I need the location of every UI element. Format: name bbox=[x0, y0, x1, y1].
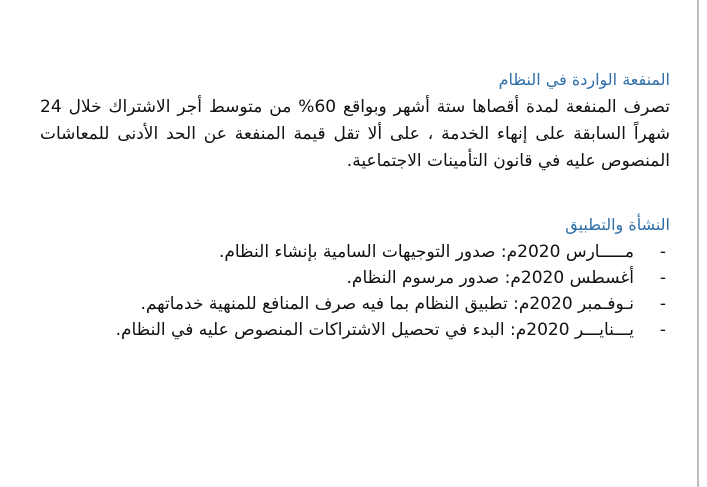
list-bullet: - bbox=[659, 294, 666, 314]
timeline-item-november bbox=[40, 291, 670, 317]
list-bullet: - bbox=[659, 268, 666, 288]
document-content bbox=[40, 68, 670, 343]
timeline-date: مـــــارس 2020م: bbox=[500, 242, 634, 262]
list-bullet: - bbox=[659, 242, 666, 262]
timeline-date: أغسطس 2020م: bbox=[504, 268, 634, 288]
timeline-text: البدء في تحصيل الاشتراكات المنصوص عليه في النظام. bbox=[115, 320, 505, 340]
benefit-paragraph: تصرف المنفعة لمدة أقصاها ستة أشهر وبواقع 60% من متوسط أجر الاشتراك خلال 24 شهراً السابقة على إنهاء الخدمة ، على ألا تقل قيمة المنفعة عن الحد الأدنى للمعاشات المنصوص عليه في قانون التأمينات الاجتماعية. bbox=[40, 97, 671, 171]
benefit-heading: المنفعة الواردة في النظام bbox=[498, 70, 670, 89]
timeline-text: صدور مرسوم النظام. bbox=[346, 268, 500, 288]
list-bullet: - bbox=[659, 320, 666, 340]
timeline-item-january bbox=[40, 317, 670, 343]
timeline-item-march bbox=[40, 239, 670, 265]
timeline-text: صدور التوجيهات السامية بإنشاء النظام. bbox=[218, 242, 496, 262]
timeline-item-august bbox=[40, 265, 670, 291]
timeline-date: نـوفـمبر 2020م: bbox=[513, 294, 634, 314]
timeline-list bbox=[40, 239, 670, 343]
origin-heading: النشأة والتطبيق bbox=[565, 215, 670, 234]
timeline-date: يـــنايـــر 2020م: bbox=[510, 320, 634, 340]
timeline-text: تطبيق النظام بما فيه صرف المنافع للمنهية خدماتهم. bbox=[140, 294, 508, 314]
